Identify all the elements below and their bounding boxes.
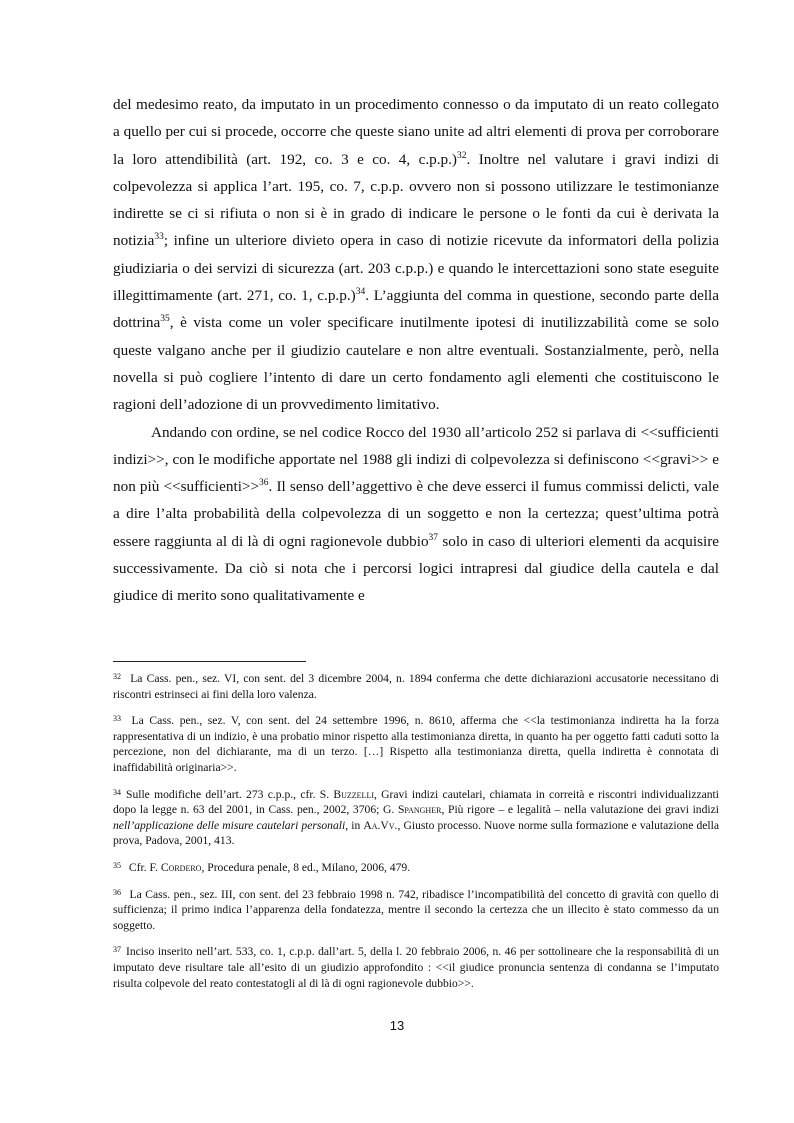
- paragraph-2: [113, 419, 719, 610]
- footnote-ref-36[interactable]: 36: [259, 478, 269, 489]
- footnote-ref-35[interactable]: 35: [160, 314, 170, 325]
- footnote-number: 33: [113, 714, 121, 724]
- footnote-separator: [113, 661, 306, 662]
- footnote-text: Sulle modifiche dell’art. 273 c.p.p., cfr. S.: [126, 787, 334, 801]
- text-run: del medesimo reato, da imputato in un procedimento connesso o da imputato di un reato collegato a quello per cui si procede, occorre che queste siano unite ad altri elementi di prova per corroborare la loro attendibilità (art. 192, co. 3 e co. 4, c.p.p.): [113, 96, 719, 168]
- text-run: . Il senso dell’aggettivo è che deve esserci il fumus commissi delicti, vale a dire l’alta probabilità della colpevolezza di un soggetto e non la certezza; quest’ultima potrà essere raggiunta al di là di ogni ragionevole dubbio: [113, 478, 719, 550]
- footnote-ref-32[interactable]: 32: [456, 150, 467, 161]
- footnote-text: Inciso inserito nell’art. 533, co. 1, c.p.p. dall’art. 5, della l. 20 febbraio 2006, n. 46 per sottolineare che la responsabilità di un imputato deve risultare tale all’esito di un giudizio approfondito : <<il giudice pronuncia sentenza di condanna se l’imputato risulta colpevole del reato contestatogli al di là di ogni ragionevole dubbio>>.: [113, 945, 719, 990]
- footnote-text: , Gravi indizi cautelari, chiamata in correità e riscontri individualizzanti dopo la legge n. 63 del 2001, in Cass. pen., 2002, 3706; G.: [113, 787, 719, 817]
- footnote-text: La Cass. pen., sez. VI, con sent. del 3 dicembre 2004, n. 1894 conferma che dette dichiarazioni accusatorie necessitano di riscontri estrinseci ai fini della loro valenza.: [113, 672, 719, 701]
- footnote-text: La Cass. pen., sez. V, con sent. del 24 settembre 1996, n. 8610, afferma che <<la testimonianza indiretta ha la forza rappresentativa di un indizio, è una probatio minor rispetto alla testimonianza diretta, in quanto ha per oggetto fatti caduti sotto la percezione, non del dichiarante, ma di un terzo. […] Rispetto alla testimonianza diretta, quella indiretta è connotata di inaffidabilità originaria>>.: [113, 714, 719, 774]
- footnote-text: , Più rigore – e legalità – nella valutazione dei gravi indizi: [441, 803, 719, 817]
- text-run: solo in caso di ulteriori elementi da acquisire successivamente. Da ciò si nota che i percorsi logici intrapresi dal giudice della cautela e dal giudice di merito sono qualitativamente e: [113, 532, 719, 605]
- footnote-35: [113, 858, 719, 876]
- author-name: Spangher: [397, 803, 442, 817]
- footnote-37: [113, 942, 719, 991]
- footnote-33: [113, 711, 719, 775]
- footnote-text: , in: [345, 818, 364, 832]
- text-run: , è vista come un voler specificare inutilmente ipotesi di inutilizzabilità come se solo queste valgano anche per il giudizio cautelare e non altre eventuali. Sostanzialmente, però, nella novella si può cogliere l’intento di dare un certo fondamento agli elementi che costituiscono le ragioni dell’adozione di un provvedimento limitativo.: [113, 314, 719, 414]
- author-name: Aa.Vv.: [363, 818, 398, 832]
- footnote-text: , Procedura penale, 8 ed., Milano, 2006, 479.: [201, 860, 411, 874]
- text-run: ; infine un ulteriore divieto opera in caso di notizie ricevute da informatori della polizia giudiziaria o dei servizi di sicurezza (art. 203 c.p.p.) e quando le intercettazioni sono state eseguite illegittimamente (art. 271, co. 1, c.p.p.): [113, 232, 719, 305]
- italic-title: nell’applicazione delle misure cautelari personali: [113, 818, 346, 832]
- footnote-text: La Cass. pen., sez. III, con sent. del 23 febbraio 1998 n. 742, ribadisce l’incompatibilità del concetto di gravità con quello di sufficienza; il primo indica l’apparenza della fondatezza, mentre il secondo la certezza che un illecito è stato commesso da un soggetto.: [113, 887, 719, 932]
- text-run: Andando con ordine, se nel codice Rocco del 1930 all’articolo 252 si parlava di <<sufficienti indizi>>, con le modifiche apportate nel 1988 gli indizi di colpevolezza si definiscono <<gravi>> e non più <<sufficienti>>: [113, 423, 719, 496]
- footnote-number: 35: [113, 860, 121, 870]
- main-text: [113, 91, 719, 610]
- page-number: 13: [389, 1018, 405, 1033]
- footnotes: [113, 669, 719, 1000]
- text-run: . Inoltre nel valutare i gravi indizi di colpevolezza si applica l’art. 195, co. 7, c.p.p. ovvero non si possono utilizzare le testimonianze indirette se ci si rifiuta o non si è in grado di indicare le persone o le fonti da cui è derivata la notizia: [113, 150, 719, 250]
- footnote-32: [113, 669, 719, 702]
- author-name: Buzzelli: [333, 787, 374, 801]
- footnote-number: 37: [113, 945, 121, 955]
- footnote-number: 32: [113, 672, 121, 681]
- author-name: Cordero: [160, 860, 202, 874]
- footnote-number: 36: [113, 887, 121, 897]
- footnote-text: Cfr. F.: [126, 860, 161, 874]
- footnote-number: 34: [113, 787, 121, 797]
- footnote-36: [113, 885, 719, 934]
- footnote-ref-33[interactable]: 33: [154, 232, 164, 243]
- footnote-ref-37[interactable]: 37: [428, 532, 439, 543]
- footnote-34: [113, 785, 719, 849]
- footnote-ref-34[interactable]: 34: [355, 287, 366, 298]
- footnote-text: , Giusto processo. Nuove norme sulla formazione e valutazione della prova, Padova, 2001, 413.: [113, 818, 720, 848]
- text-run: . L’aggiunta del comma in questione, secondo parte della dottrina: [113, 287, 719, 332]
- paragraph-1: [113, 91, 719, 419]
